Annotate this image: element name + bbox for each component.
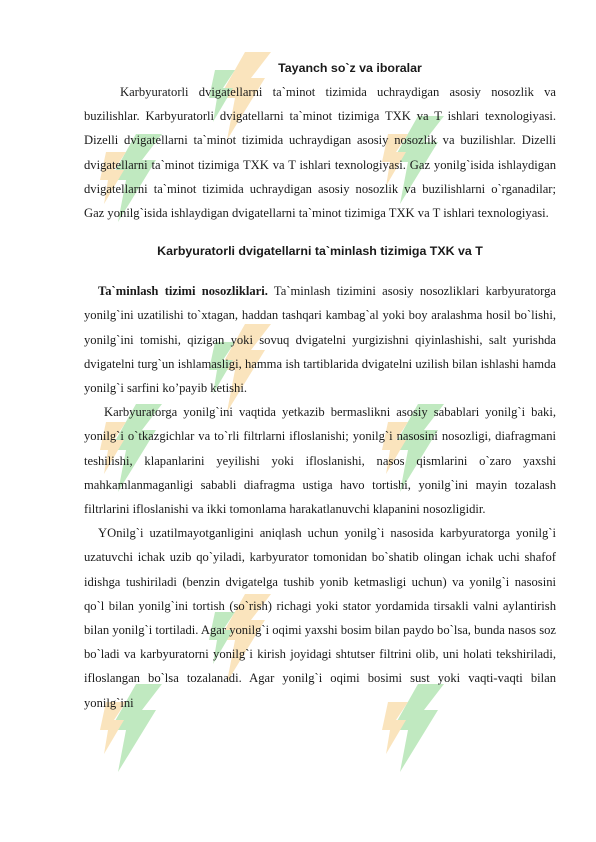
paragraph-text: Ta`minlash tizimini asosiy nosozliklari karbyuratorga yonilg`ini uzatilishi to`xtagan, haddan tashqari kambag`al yoki boy aralashma hosil bo`lishi, yonilg`ini tomishi, qizigan yoki sovuq dvigatelni yurgizishni qiyinlashishi, salt yurishda dvigatelni turg`un ishlamasligi, hamma ish tartiblarida dvigatelni uzilish bilan ishlashi hamda yonilg`i sarfini ko’payib ketishi. [84, 284, 557, 396]
page-title: Tayanch so`z va iboralar [278, 61, 422, 75]
paragraph-fuel-supply: Karbyuratorga yonilg`ini vaqtida yetkazib bermaslikni asosiy sabablari yonilg`i baki, yonilg`i o`tkazgichlar va to`rli filtrlarni ifloslanishi; yonilg`i nasosini nosozligi, diafragmani teshilishi, klapanlarini yeyilishi yoki ifloslanishi, nasos qismlarini o`zaro yaxshi mahkamlanmaganligi sababli diafragma ustiga havo tortishi, yonilg`ini mayin tozalash filtrlarini ifloslanishi va ikki tomonlama harakatlanuvchi klapanini nosozligidir. [84, 405, 556, 517]
intro-paragraph: Karbyuratorli dvigatellarni ta`minot tizimida uchraydigan asosiy nosozlik va buzilishlar. Karbyuratorli dvigatellarni ta`minot tizimiga TXK va T ishlari texnologiyasi. Dizelli dvigatellarni ta`minot tizimida uchraydigan asosiy nosozlik va buzilishlar. Dizelli dvigatellarni ta`minot tizimiga TXK va T ishlari texnologiyasi. Gaz yonilg`isida ishlaydigan dvigatellarni ta`minot tizimida uchraydigan asosiy nosozlik va buzilishlarni o`rganadilar; Gaz yonilg`isida ishlaydigan dvigatellarni ta`minot tizimiga TXK va T ishlari texnologiyasi. [84, 85, 556, 221]
paragraph-lead: Ta`minlash tizimi nosozliklari. [98, 284, 268, 299]
paragraph-fuel-check: YOnilg`i uzatilmayotganligini aniqlash uchun yonilg`i nasosida karbyuratorga yonilg`i uzatuvchi ichak uzib qo`yiladi, karbyurator tomonidan bo`shatib olingan ichak uchi shafof idishga tushiriladi (benzin dvigatelga tushib yonib ketmasligi uchun) va yonilg`i nasosini qo`l bilan yonilg`ini tortish (so`rish) richagi yoki stator yordamida tirsakli valni aylantirish bilan yonilg`i tortiladi. Agar yonilg`i oqimi yaxshi bosim bilan paydo bo`lsa, bunda nasos soz bo`ladi va karbyuratorni yonilg`i kirish joyidagi shtutser filtrini olib, uni holati tekshiriladi, ifloslangan bo`lsa tozalanadi. Agar yonilg`i oqimi bosimi sust yoki vaqti-vaqti bilan yonilg`ini [84, 526, 556, 710]
paragraph-malfunctions [84, 279, 556, 400]
section-title: Karbyuratorli dvigatellarni ta`minlash tizimiga TXK va T [157, 244, 483, 259]
document-body [84, 56, 556, 715]
